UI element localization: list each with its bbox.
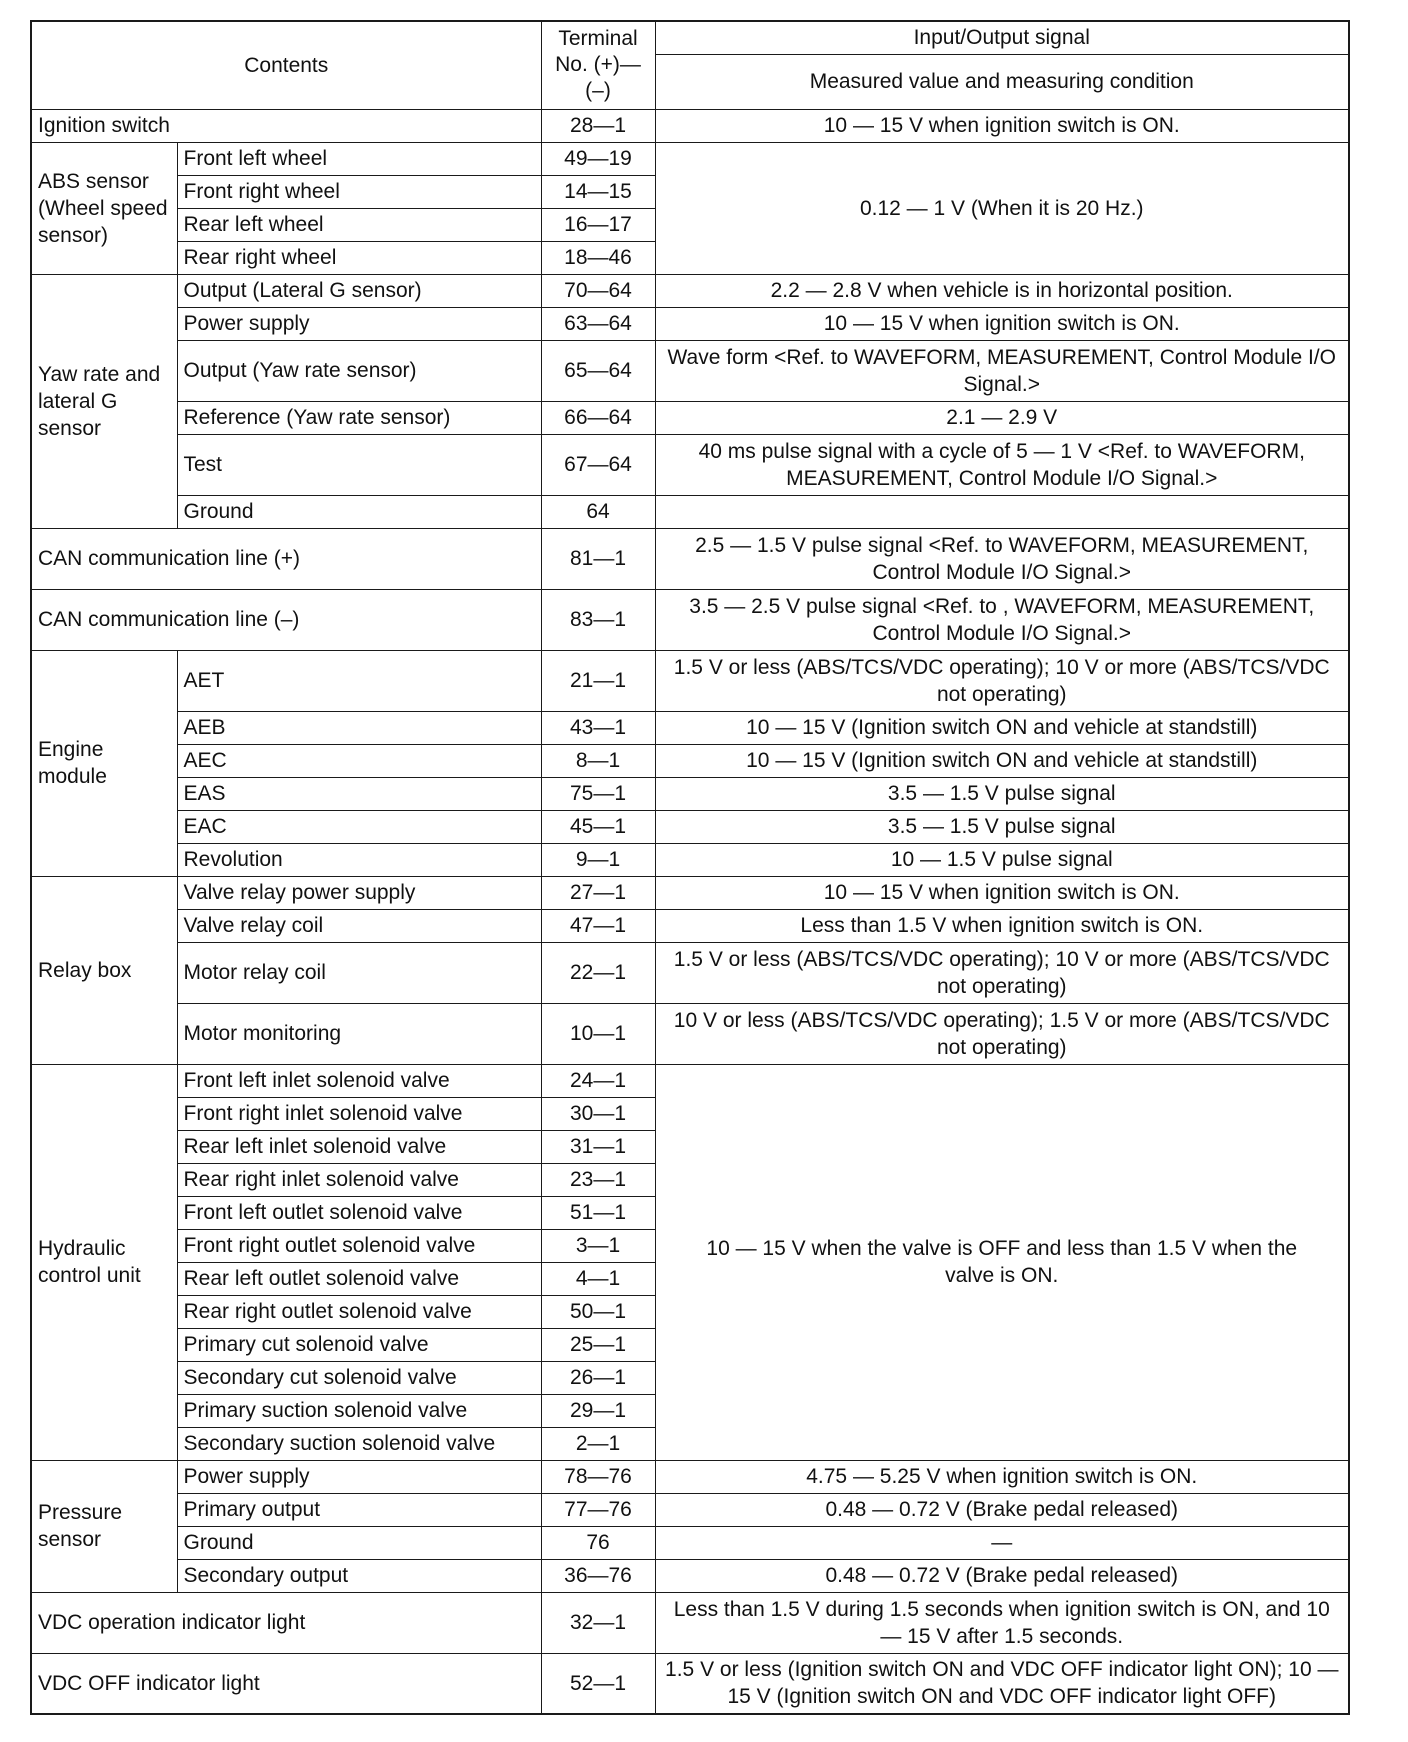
- row-signal: 10 — 15 V when ignition switch is ON.: [655, 307, 1349, 340]
- table-row: [31, 1064, 1349, 1097]
- row-terminal: 4—1: [541, 1262, 655, 1295]
- row-terminal: 78—76: [541, 1460, 655, 1493]
- row-item: Front right wheel: [177, 175, 541, 208]
- row-terminal: 43—1: [541, 711, 655, 744]
- row-terminal: 27—1: [541, 876, 655, 909]
- table-row: [31, 307, 1349, 340]
- header-row: [31, 21, 1349, 54]
- row-item: Rear right outlet solenoid valve: [177, 1295, 541, 1328]
- table-row: [31, 528, 1349, 589]
- row-terminal: 77—76: [541, 1493, 655, 1526]
- group-yaw-rate-sensor: Yaw rate and lateral G sensor: [31, 274, 177, 528]
- row-terminal: 76: [541, 1526, 655, 1559]
- row-signal: 0.48 — 0.72 V (Brake pedal released): [655, 1493, 1349, 1526]
- row-terminal: 9—1: [541, 843, 655, 876]
- row-item: Secondary output: [177, 1559, 541, 1592]
- group-abs-sensor: ABS sensor (Wheel speed sensor): [31, 142, 177, 274]
- header-io-signal: Input/Output signal: [655, 21, 1349, 54]
- row-signal: —: [655, 1526, 1349, 1559]
- row-terminal: 63—64: [541, 307, 655, 340]
- row-item: Valve relay power supply: [177, 876, 541, 909]
- row-terminal: 49—19: [541, 142, 655, 175]
- table-row: [31, 495, 1349, 528]
- row-terminal: 64: [541, 495, 655, 528]
- table-row: [31, 434, 1349, 495]
- row-terminal: 65—64: [541, 340, 655, 401]
- row-signal: 10 — 1.5 V pulse signal: [655, 843, 1349, 876]
- row-signal: 10 V or less (ABS/TCS/VDC operating); 1.5 V or more (ABS/TCS/VDC not operating): [655, 1003, 1349, 1064]
- row-terminal: 30—1: [541, 1097, 655, 1130]
- row-terminal: 52—1: [541, 1653, 655, 1714]
- row-item: Valve relay coil: [177, 909, 541, 942]
- row-contents: VDC OFF indicator light: [31, 1653, 541, 1714]
- row-item: Motor relay coil: [177, 942, 541, 1003]
- row-terminal: 28—1: [541, 109, 655, 142]
- row-terminal: 66—64: [541, 401, 655, 434]
- table-row: [31, 909, 1349, 942]
- row-item: Rear left wheel: [177, 208, 541, 241]
- row-terminal: 81—1: [541, 528, 655, 589]
- table-row: [31, 142, 1349, 175]
- row-terminal: 16—17: [541, 208, 655, 241]
- row-item: Rear right inlet solenoid valve: [177, 1163, 541, 1196]
- row-signal: Wave form <Ref. to WAVEFORM, MEASUREMENT, Control Module I/O Signal.>: [655, 340, 1349, 401]
- row-terminal: 24—1: [541, 1064, 655, 1097]
- row-item: Secondary cut solenoid valve: [177, 1361, 541, 1394]
- table-row: [31, 1559, 1349, 1592]
- row-terminal: 67—64: [541, 434, 655, 495]
- table-row: [31, 650, 1349, 711]
- row-item: AEC: [177, 744, 541, 777]
- group-hydraulic-control-unit: Hydraulic control unit: [31, 1064, 177, 1460]
- row-item: Rear right wheel: [177, 241, 541, 274]
- table-row: [31, 1653, 1349, 1714]
- table-row: [31, 1003, 1349, 1064]
- row-signal: 0.48 — 0.72 V (Brake pedal released): [655, 1559, 1349, 1592]
- row-item: Primary cut solenoid valve: [177, 1328, 541, 1361]
- row-item: EAC: [177, 810, 541, 843]
- row-item: Output (Yaw rate sensor): [177, 340, 541, 401]
- row-signal: 3.5 — 1.5 V pulse signal: [655, 810, 1349, 843]
- row-signal: 2.2 — 2.8 V when vehicle is in horizontal position.: [655, 274, 1349, 307]
- row-terminal: 18—46: [541, 241, 655, 274]
- row-terminal: 36—76: [541, 1559, 655, 1592]
- row-terminal: 10—1: [541, 1003, 655, 1064]
- row-signal: Less than 1.5 V when ignition switch is ON.: [655, 909, 1349, 942]
- row-item: Rear left outlet solenoid valve: [177, 1262, 541, 1295]
- row-contents: VDC operation indicator light: [31, 1592, 541, 1653]
- table-row: [31, 942, 1349, 1003]
- row-signal: 10 — 15 V when the valve is OFF and less than 1.5 V when the valve is ON.: [655, 1064, 1349, 1460]
- row-contents: Ignition switch: [31, 109, 541, 142]
- table-row: [31, 810, 1349, 843]
- row-signal: 10 — 15 V (Ignition switch ON and vehicle at standstill): [655, 711, 1349, 744]
- io-signal-document: [30, 20, 1350, 1715]
- row-terminal: 29—1: [541, 1394, 655, 1427]
- row-item: Ground: [177, 1526, 541, 1559]
- row-signal: 3.5 — 1.5 V pulse signal: [655, 777, 1349, 810]
- table-row: [31, 1526, 1349, 1559]
- row-signal: Less than 1.5 V during 1.5 seconds when ignition switch is ON, and 10 — 15 V after 1.5 seconds.: [655, 1592, 1349, 1653]
- row-signal: 2.1 — 2.9 V: [655, 401, 1349, 434]
- row-item: Ground: [177, 495, 541, 528]
- row-item: Primary output: [177, 1493, 541, 1526]
- table-row: [31, 589, 1349, 650]
- row-terminal: 70—64: [541, 274, 655, 307]
- row-terminal: 14—15: [541, 175, 655, 208]
- row-item: Rear left inlet solenoid valve: [177, 1130, 541, 1163]
- table-row: [31, 274, 1349, 307]
- row-item: AET: [177, 650, 541, 711]
- header-measured: Measured value and measuring condition: [655, 54, 1349, 109]
- row-signal: 1.5 V or less (ABS/TCS/VDC operating); 10 V or more (ABS/TCS/VDC not operating): [655, 650, 1349, 711]
- row-terminal: 8—1: [541, 744, 655, 777]
- row-terminal: 26—1: [541, 1361, 655, 1394]
- row-item: Front right inlet solenoid valve: [177, 1097, 541, 1130]
- row-signal: [655, 495, 1349, 528]
- row-terminal: 32—1: [541, 1592, 655, 1653]
- row-item: Test: [177, 434, 541, 495]
- row-item: Front right outlet solenoid valve: [177, 1229, 541, 1262]
- table-row: [31, 401, 1349, 434]
- row-terminal: 50—1: [541, 1295, 655, 1328]
- row-terminal: 21—1: [541, 650, 655, 711]
- row-item: Secondary suction solenoid valve: [177, 1427, 541, 1460]
- header-terminal: Terminal No. (+)—(–): [541, 21, 655, 109]
- row-signal: 10 — 15 V when ignition switch is ON.: [655, 876, 1349, 909]
- row-terminal: 22—1: [541, 942, 655, 1003]
- row-item: Output (Lateral G sensor): [177, 274, 541, 307]
- row-item: Power supply: [177, 1460, 541, 1493]
- row-contents: CAN communication line (–): [31, 589, 541, 650]
- table-row: [31, 744, 1349, 777]
- io-signal-table: [30, 20, 1350, 1715]
- row-terminal: 25—1: [541, 1328, 655, 1361]
- row-terminal: 47—1: [541, 909, 655, 942]
- table-row: [31, 777, 1349, 810]
- group-relay-box: Relay box: [31, 876, 177, 1064]
- row-terminal: 45—1: [541, 810, 655, 843]
- row-terminal: 2—1: [541, 1427, 655, 1460]
- header-contents: Contents: [31, 21, 541, 109]
- row-terminal: 3—1: [541, 1229, 655, 1262]
- row-item: Front left inlet solenoid valve: [177, 1064, 541, 1097]
- row-signal: 1.5 V or less (ABS/TCS/VDC operating); 10 V or more (ABS/TCS/VDC not operating): [655, 942, 1349, 1003]
- row-terminal: 31—1: [541, 1130, 655, 1163]
- row-signal: 3.5 — 2.5 V pulse signal <Ref. to , WAVEFORM, MEASUREMENT, Control Module I/O Signal.>: [655, 589, 1349, 650]
- row-item: EAS: [177, 777, 541, 810]
- row-signal: 10 — 15 V (Ignition switch ON and vehicle at standstill): [655, 744, 1349, 777]
- row-signal: 4.75 — 5.25 V when ignition switch is ON.: [655, 1460, 1349, 1493]
- group-pressure-sensor: Pressure sensor: [31, 1460, 177, 1592]
- row-item: Revolution: [177, 843, 541, 876]
- table-row: [31, 843, 1349, 876]
- row-item: Power supply: [177, 307, 541, 340]
- row-signal: 0.12 — 1 V (When it is 20 Hz.): [655, 142, 1349, 274]
- row-signal: 2.5 — 1.5 V pulse signal <Ref. to WAVEFORM, MEASUREMENT, Control Module I/O Signal.>: [655, 528, 1349, 589]
- table-row: [31, 340, 1349, 401]
- table-row: [31, 1460, 1349, 1493]
- row-signal: 40 ms pulse signal with a cycle of 5 — 1 V <Ref. to WAVEFORM, MEASUREMENT, Control Module I/O Signal.>: [655, 434, 1349, 495]
- row-signal: 1.5 V or less (Ignition switch ON and VDC OFF indicator light ON); 10 — 15 V (Ignition switch ON and VDC OFF indicator light OFF): [655, 1653, 1349, 1714]
- row-item: Front left outlet solenoid valve: [177, 1196, 541, 1229]
- group-engine-module: Engine module: [31, 650, 177, 876]
- table-row: [31, 876, 1349, 909]
- table-row: [31, 1592, 1349, 1653]
- table-row: [31, 1493, 1349, 1526]
- row-signal: 10 — 15 V when ignition switch is ON.: [655, 109, 1349, 142]
- row-item: Reference (Yaw rate sensor): [177, 401, 541, 434]
- table-row: [31, 109, 1349, 142]
- row-item: AEB: [177, 711, 541, 744]
- row-terminal: 51—1: [541, 1196, 655, 1229]
- table-row: [31, 711, 1349, 744]
- row-item: Front left wheel: [177, 142, 541, 175]
- row-item: Motor monitoring: [177, 1003, 541, 1064]
- row-terminal: 23—1: [541, 1163, 655, 1196]
- row-item: Primary suction solenoid valve: [177, 1394, 541, 1427]
- row-contents: CAN communication line (+): [31, 528, 541, 589]
- row-terminal: 83—1: [541, 589, 655, 650]
- row-terminal: 75—1: [541, 777, 655, 810]
